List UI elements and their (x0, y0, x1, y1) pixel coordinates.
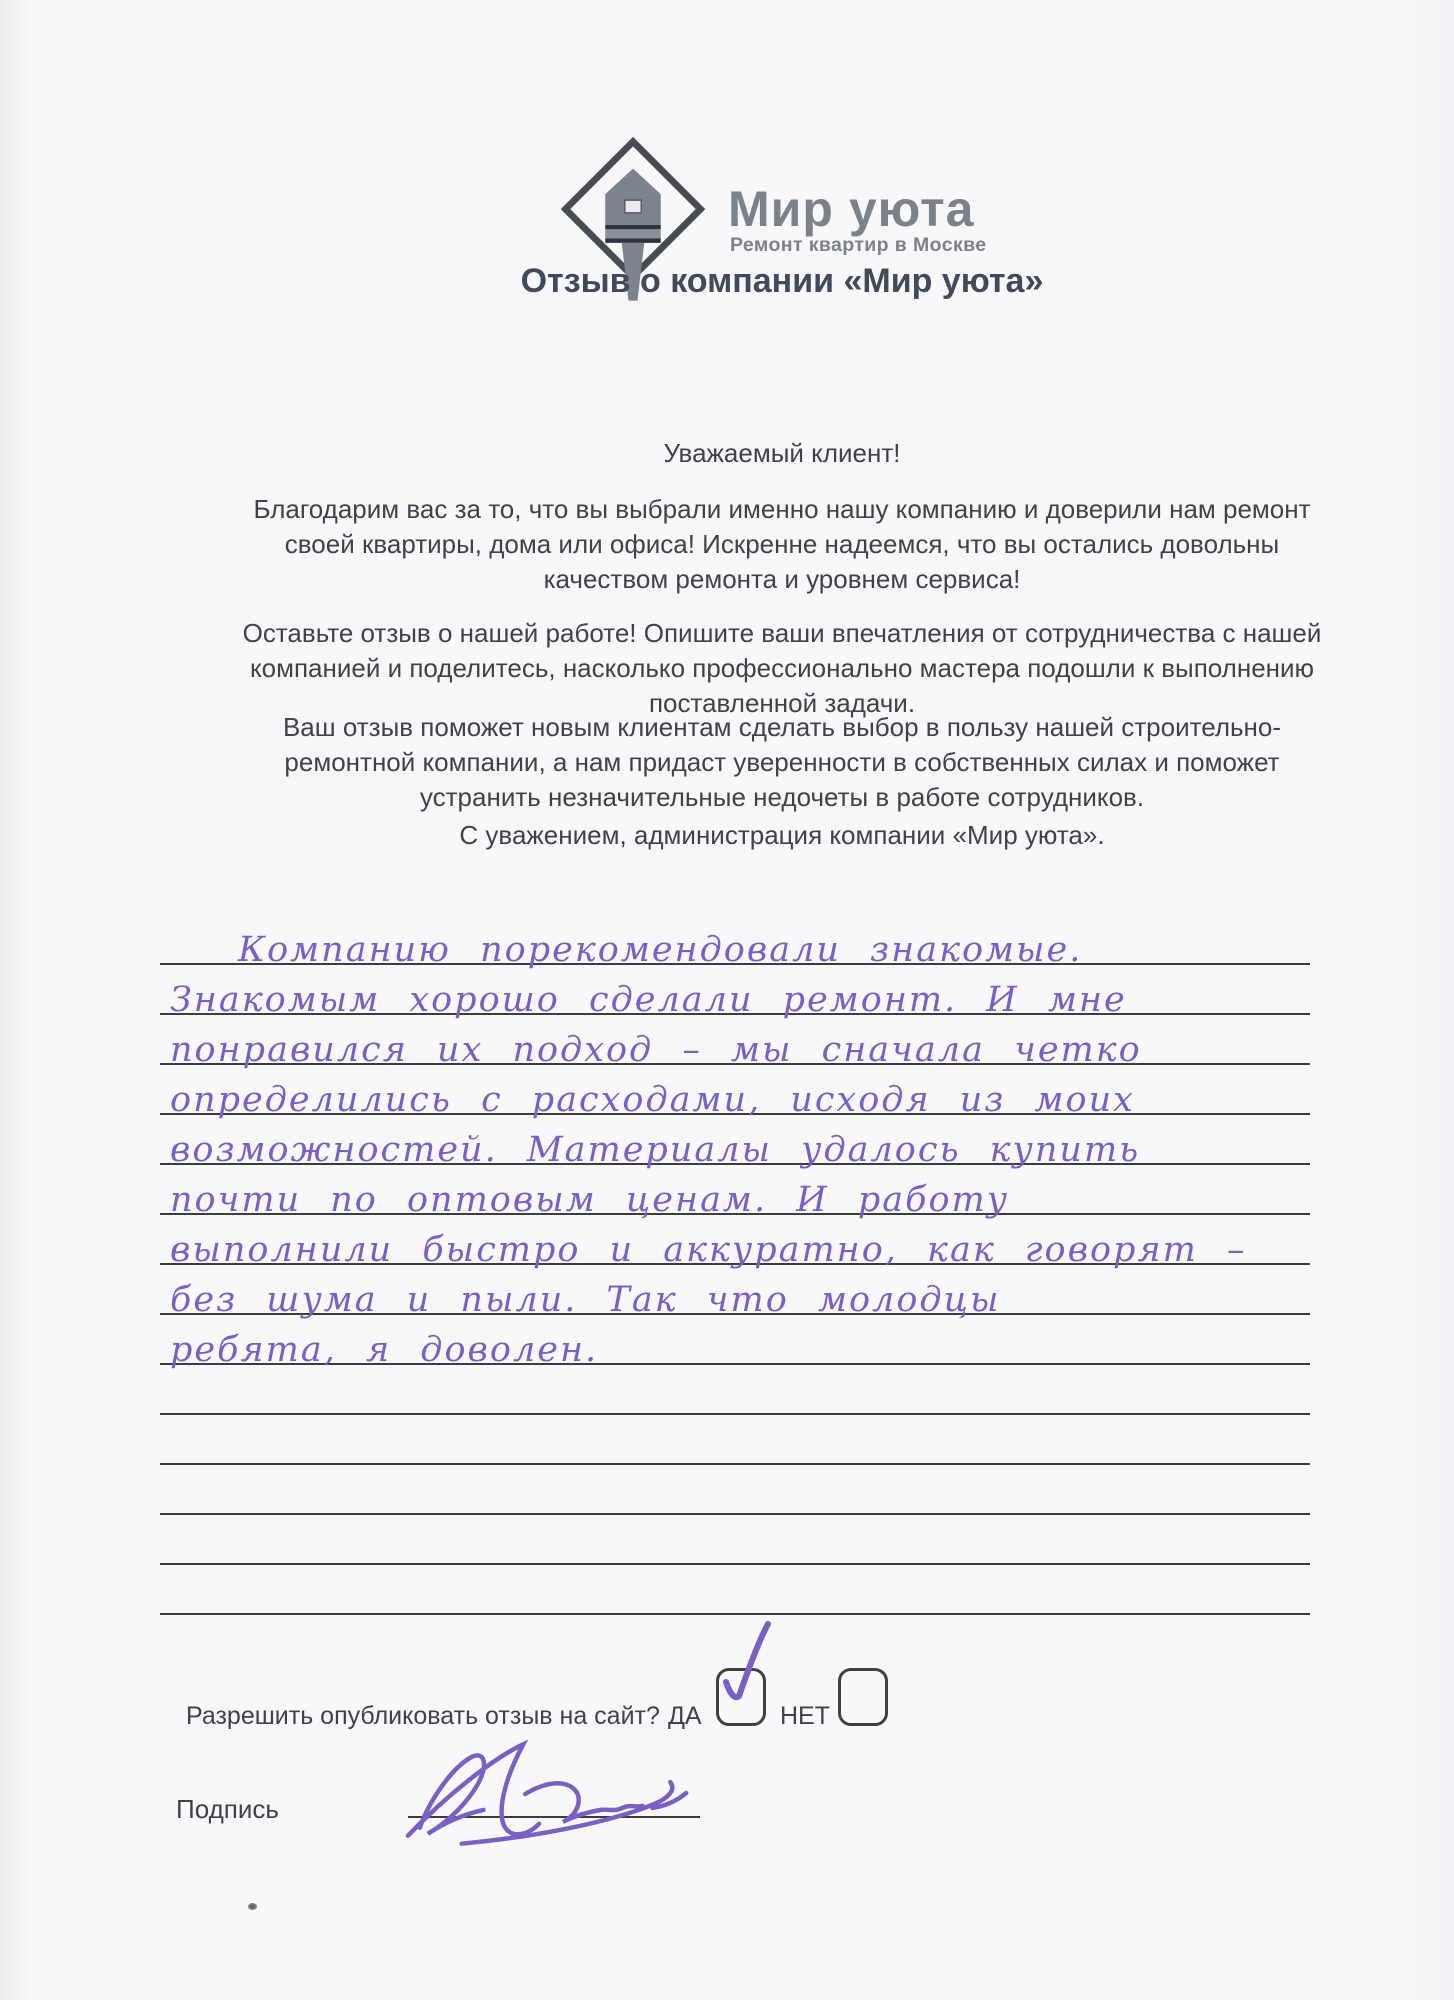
review-line (160, 1515, 1310, 1565)
handwritten-text: почти по оптовым ценам. И работу (170, 1180, 1010, 1220)
review-line (160, 1215, 1310, 1270)
intro-paragraph-text: Ваш отзыв поможет новым клиентам сделать выбор в пользу нашей строительно-ремонтной компании, а нам придаст уверенности в собственных силах и поможет устранить незначительные недочеты в работе сотрудников. (282, 712, 1282, 812)
review-text-area (160, 915, 1310, 1615)
review-line (160, 1015, 1310, 1070)
review-line (160, 965, 1310, 1020)
intro-paragraph-text: Оставьте отзыв о нашей работе! Опишите ваши впечатления от сотрудничества с нашей компанией и поделитесь, насколько профессионально мастера подошли к выполнению поставленной задачи. (242, 618, 1322, 718)
handwritten-text: без шума и пыли. Так что молодцы (170, 1280, 1001, 1320)
page-title: Отзыв о компании «Мир уюта» (520, 262, 1044, 300)
review-line (160, 1365, 1310, 1415)
review-line (160, 1465, 1310, 1515)
intro-paragraph (55, 492, 1454, 597)
review-line (160, 1065, 1310, 1120)
signature-label: Подпись (176, 1794, 279, 1824)
review-line (160, 1415, 1310, 1465)
handwritten-text: выполнили быстро и аккуратно, как говорят – (170, 1230, 1247, 1270)
greeting-line: Уважаемый клиент! (663, 438, 901, 468)
handwritten-text: ребята, я доволен. (170, 1330, 599, 1370)
review-line (160, 1565, 1310, 1615)
intro-paragraph (55, 616, 1454, 721)
no-option-label: НЕТ (780, 1702, 830, 1730)
review-line (160, 915, 1310, 970)
handwritten-text: понравился их подход – мы сначала четко (170, 1030, 1142, 1070)
checkbox-no[interactable] (838, 1668, 888, 1726)
publish-question: Разрешить опубликовать отзыв на сайт? (186, 1702, 660, 1730)
closing-line: С уважением, администрация компании «Мир уюта». (459, 820, 1105, 850)
yes-option-label: ДА (668, 1702, 702, 1730)
checkmark-icon (712, 1618, 772, 1718)
review-line (160, 1315, 1310, 1370)
handwritten-text: определились с расходами, исходя из моих (170, 1080, 1135, 1120)
brand-tagline: Ремонт квартир в Москве (730, 234, 987, 256)
handwritten-text: возможностей. Материалы удалось купить (170, 1130, 1141, 1170)
brand-name: Мир уюта (728, 181, 975, 237)
intro-paragraph-text: Благодарим вас за то, что вы выбрали именно нашу компанию и доверили нам ремонт своей квартиры, дома или офиса! Искренне надеемся, что вы остались довольны качеством ремонта и уровнем сервиса! (253, 494, 1311, 594)
review-line (160, 1165, 1310, 1220)
handwritten-text: Знакомым хорошо сделали ремонт. И мне (170, 980, 1127, 1020)
intro-paragraph (55, 710, 1454, 815)
scan-speck (248, 1903, 257, 1910)
review-line (160, 1265, 1310, 1320)
handwritten-text: Компанию порекомендовали знакомые. (238, 930, 1083, 970)
handwritten-signature (398, 1732, 716, 1852)
review-line (160, 1115, 1310, 1170)
